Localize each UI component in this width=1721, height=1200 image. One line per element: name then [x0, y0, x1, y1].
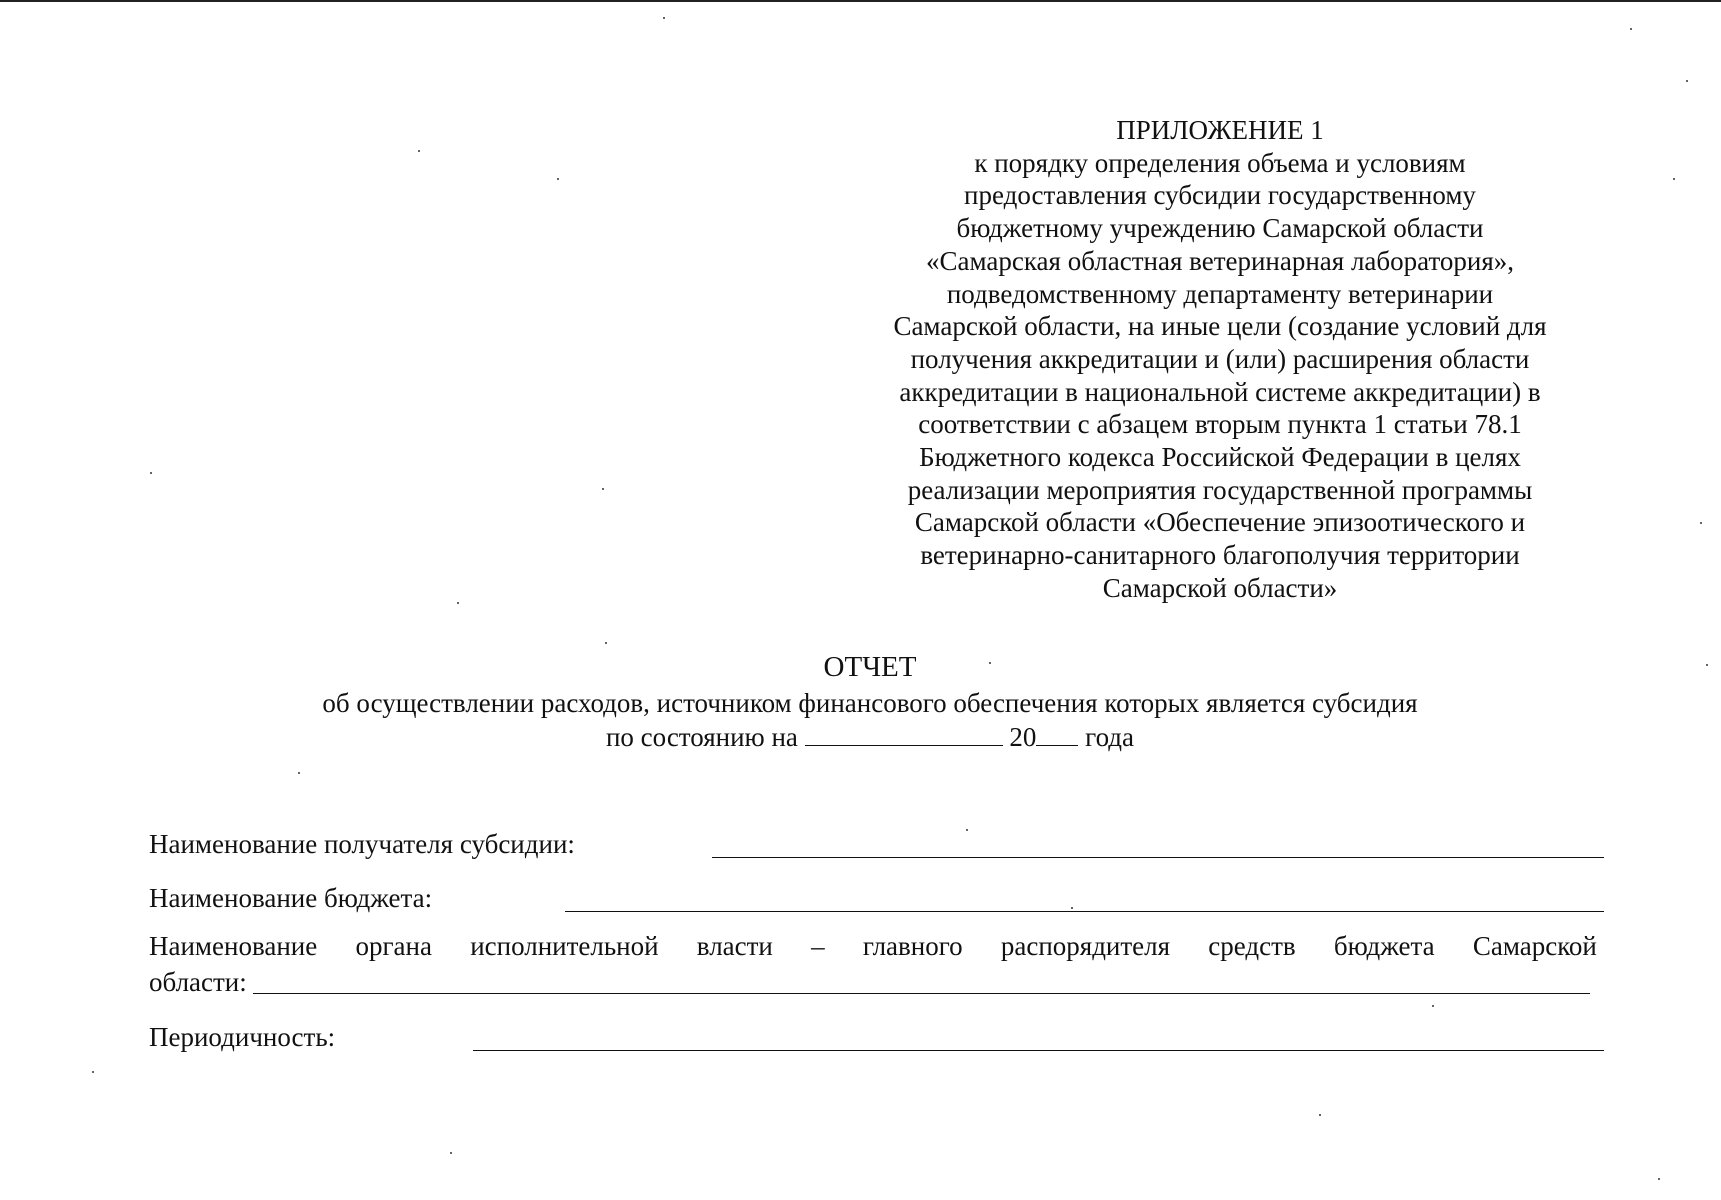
scan-speck: [1071, 907, 1073, 909]
appendix-line: бюджетному учреждению Самарской области: [956, 213, 1484, 244]
scan-speck: [298, 772, 300, 774]
year-prefix: 20: [1009, 722, 1037, 752]
appendix-line: предоставления субсидии государственному: [964, 180, 1476, 211]
scan-speck: [1700, 522, 1702, 524]
scan-speck: [1673, 178, 1675, 180]
periodicity-label: Периодичность:: [149, 1022, 336, 1052]
authority-word: власти: [696, 931, 773, 961]
appendix-line: ветеринарно-санитарного благополучия территории: [920, 540, 1520, 571]
appendix-line: ПРИЛОЖЕНИЕ 1: [1116, 115, 1324, 145]
budget-label: Наименование бюджета:: [149, 883, 433, 913]
date-blank[interactable]: [805, 719, 1003, 746]
year-blank[interactable]: [1036, 719, 1078, 746]
scan-speck: [1706, 664, 1708, 666]
scan-speck: [1432, 1005, 1434, 1007]
appendix-line: реализации мероприятия государственной программы: [907, 474, 1533, 505]
appendix-line: Самарской области «Обеспечение эпизоотического и: [914, 507, 1526, 538]
authority-word: Самарской: [1472, 931, 1597, 961]
scan-speck: [1686, 80, 1688, 82]
periodicity-field[interactable]: [473, 1050, 1604, 1051]
authority-word: Наименование: [149, 931, 318, 961]
report-date-line: [0, 719, 1721, 754]
scan-speck: [989, 662, 991, 664]
appendix-line: соответствии с абзацем вторым пункта 1 статьи 78.1: [918, 409, 1522, 440]
recipient-field[interactable]: [712, 857, 1604, 858]
authority-label-line2: области:: [149, 967, 247, 997]
authority-word: –: [811, 931, 825, 961]
appendix-header: [860, 114, 1580, 605]
scan-speck: [663, 17, 665, 19]
appendix-line: Самарской области»: [1102, 572, 1338, 603]
asof-prefix: по состоянию на: [605, 722, 798, 752]
authority-word: органа: [355, 931, 432, 961]
appendix-line: к порядку определения объема и условиям: [974, 147, 1466, 178]
scan-speck: [1658, 1178, 1660, 1180]
report-subtitle: об осуществлении расходов, источником финансового обеспечения которых является субсидия: [322, 688, 1418, 718]
appendix-line: Бюджетного кодекса Российской Федерации в целях: [919, 442, 1521, 473]
scan-speck: [605, 642, 607, 644]
authority-word: распорядителя: [1000, 931, 1171, 961]
scan-speck: [150, 472, 152, 474]
appendix-line: «Самарская областная ветеринарная лаборатория»,: [925, 245, 1514, 276]
scan-speck: [966, 829, 968, 831]
appendix-line: аккредитации в национальной системе аккредитации) в: [899, 376, 1541, 407]
scan-speck: [450, 1152, 452, 1154]
budget-field[interactable]: [565, 911, 1604, 912]
scan-speck: [1630, 28, 1632, 30]
scan-speck: [1319, 1114, 1321, 1116]
authority-word: главного: [862, 931, 963, 961]
authority-field[interactable]: [253, 993, 1590, 994]
authority-word: исполнительной: [470, 931, 659, 961]
authority-word: бюджета: [1333, 931, 1435, 961]
report-title: ОТЧЕТ: [823, 651, 917, 683]
scan-speck: [557, 178, 559, 180]
year-suffix: года: [1085, 722, 1135, 752]
scan-speck: [92, 1071, 94, 1073]
authority-label-line1: [149, 930, 1597, 962]
appendix-line: Самарской области, на иные цели (создание условий для: [893, 311, 1547, 342]
appendix-line: получения аккредитации и (или) расширения области: [910, 343, 1530, 374]
authority-word: средств: [1208, 931, 1296, 961]
scan-speck: [418, 150, 420, 152]
appendix-line: подведомственному департаменту ветеринарии: [946, 278, 1494, 309]
scan-speck: [457, 602, 459, 604]
recipient-label: Наименование получателя субсидии:: [149, 829, 575, 859]
scan-speck: [602, 488, 604, 490]
